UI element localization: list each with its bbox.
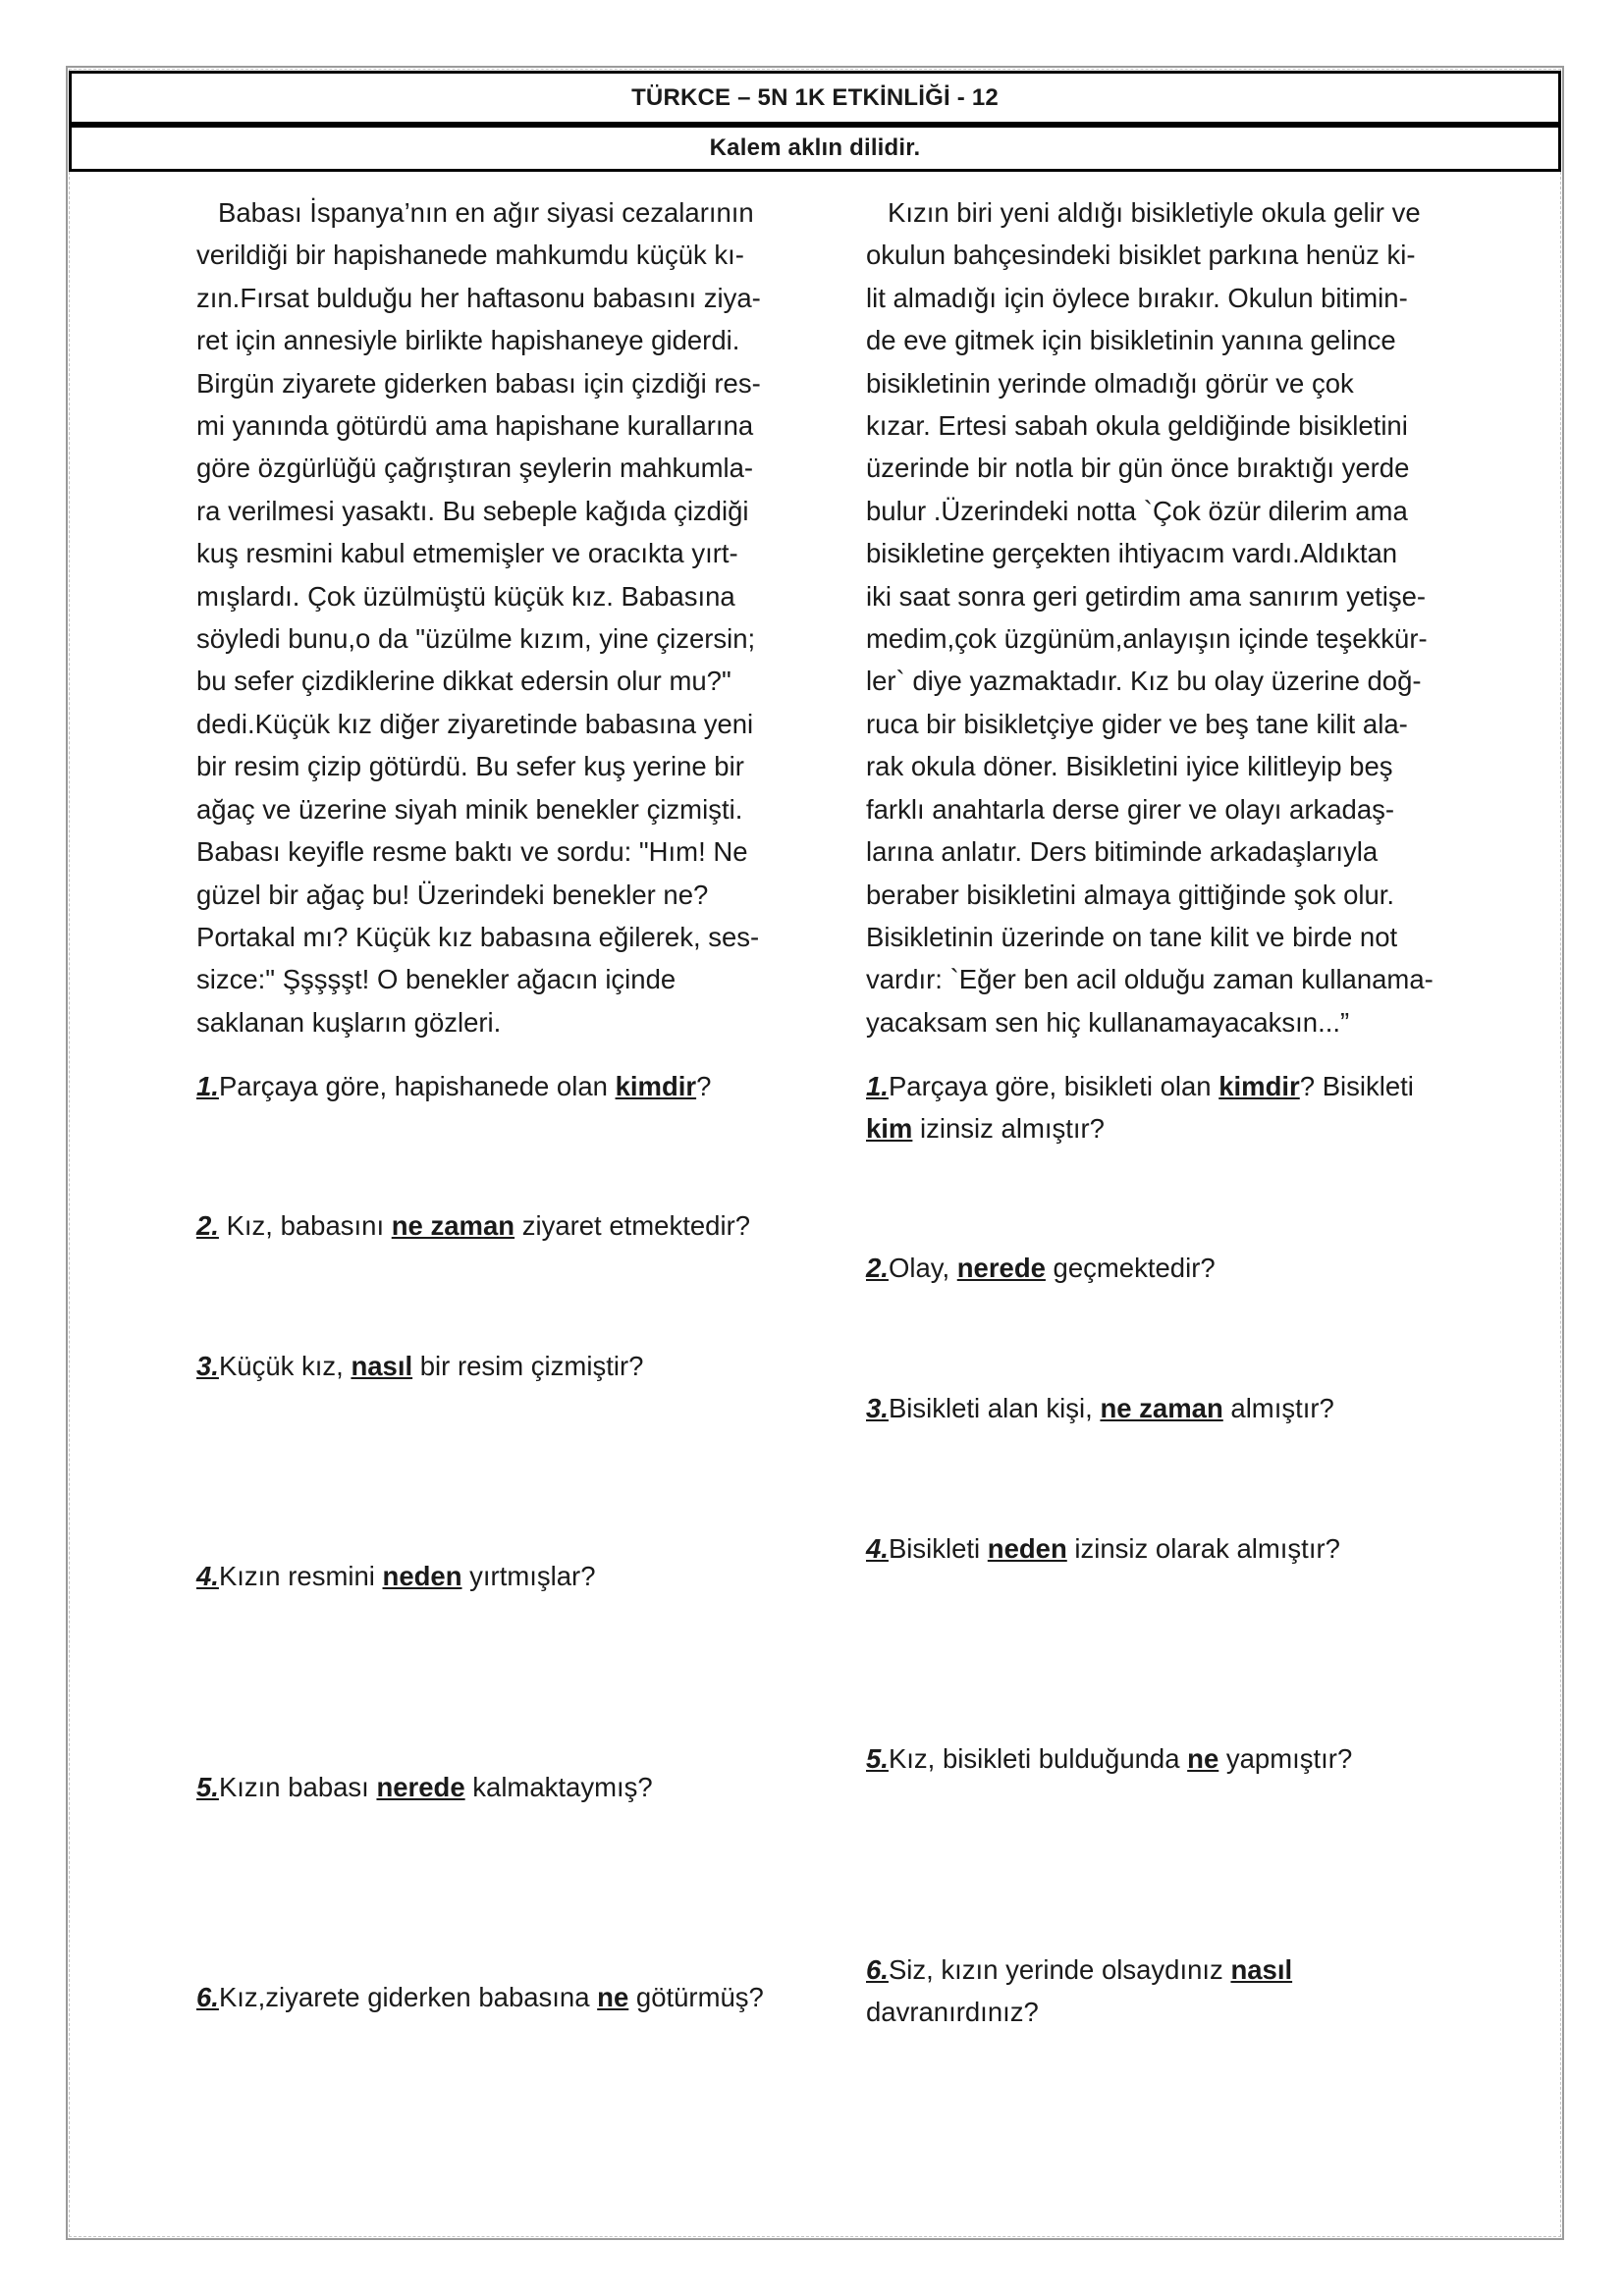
question-text: almıştır?	[1222, 1393, 1334, 1423]
question-number: 1.	[196, 1071, 219, 1101]
question-number: 5.	[866, 1743, 889, 1774]
question-text: izinsiz almıştır?	[912, 1113, 1105, 1145]
right-question-1	[866, 1065, 1475, 1150]
question-keyword: neden	[987, 1533, 1067, 1564]
question-text: Küçük kız,	[218, 1351, 352, 1381]
story-line: ruca bir bisikletçiye gider ve beş tane kilit ala-	[866, 708, 1408, 739]
story-line: vardır: `Eğer ben acil olduğu zaman kullanama-	[866, 964, 1434, 995]
story-line: larına anlatır. Ders bitiminde arkadaşlarıyla	[866, 836, 1379, 868]
question-text: kalmaktaymış?	[464, 1772, 653, 1802]
story-line: Babası keyifle resme baktı ve sordu: "Hım! Ne	[196, 836, 748, 868]
question-number: 2.	[866, 1253, 889, 1283]
question-text: ?	[696, 1071, 712, 1101]
question-keyword: ne zaman	[391, 1210, 515, 1241]
right-question-2	[866, 1247, 1475, 1289]
question-number: 4.	[866, 1533, 889, 1564]
story-line: zın.Fırsat bulduğu her haftasonu babasını ziya-	[196, 282, 761, 313]
story-line: Kızın biri yeni aldığı bisikletiyle okula gelir ve	[888, 197, 1421, 228]
question-number: 1.	[866, 1071, 889, 1101]
story-line: bisikletinin yerinde olmadığı görür ve çok	[866, 367, 1354, 399]
question-keyword: kimdir	[1218, 1071, 1300, 1101]
question-keyword: nerede	[376, 1772, 465, 1802]
question-text: Olay,	[888, 1253, 957, 1283]
left-question-2	[196, 1204, 805, 1247]
question-text: geçmektedir?	[1045, 1253, 1216, 1283]
story-line: Portakal mı? Küçük kız babasına eğilerek, ses-	[196, 921, 760, 952]
question-number: 4.	[196, 1561, 219, 1591]
question-keyword: nerede	[956, 1253, 1046, 1283]
right-column	[866, 191, 1455, 2028]
question-text: yırtmışlar?	[461, 1561, 596, 1591]
question-text: Kız,ziyarete giderken babasına	[218, 1982, 598, 2012]
question-number: 3.	[866, 1393, 889, 1423]
story-line: söyledi bunu,o da "üzülme kızım, yine çizersin;	[196, 623, 756, 655]
question-keyword: kimdir	[615, 1071, 697, 1101]
question-text: Parçaya göre, bisikleti olan	[888, 1071, 1219, 1101]
question-number: 6.	[196, 1982, 219, 2012]
right-question-3	[866, 1387, 1475, 1429]
story-line: ret için annesiyle birlikte hapishaneye giderdi.	[196, 325, 740, 356]
question-text: ziyaret etmektedir?	[514, 1210, 751, 1241]
question-keyword: nasıl	[1230, 1954, 1293, 1985]
question-text: yapmıştır?	[1218, 1743, 1353, 1774]
question-keyword: ne zaman	[1100, 1393, 1223, 1423]
right-story	[866, 191, 1455, 1043]
story-line: ler` diye yazmaktadır. Kız bu olay üzerine doğ-	[866, 666, 1422, 697]
story-line: lit almadığı için öylece bırakır. Okulun bitimin-	[866, 282, 1408, 313]
question-number: 5.	[196, 1772, 219, 1802]
worksheet-title-text: TÜRKCE – 5N 1K ETKİNLİĞİ - 12	[631, 83, 999, 111]
story-line: medim,çok üzgünüm,anlayışın içinde teşekkür-	[866, 623, 1428, 655]
question-text: Bisikleti alan kişi,	[888, 1393, 1101, 1423]
story-line: bu sefer çizdiklerine dikkat edersin olur mu?"	[196, 666, 731, 697]
story-line: kızar. Ertesi sabah okula geldiğinde bisikletini	[866, 410, 1408, 442]
story-line: saklanan kuşların gözleri.	[196, 1006, 502, 1038]
question-text: Kızın babası	[218, 1772, 377, 1802]
question-keyword: nasıl	[351, 1351, 413, 1381]
worksheet-motto	[69, 125, 1561, 172]
question-text: Kız, babasını	[218, 1210, 392, 1241]
question-text: davranırdınız?	[866, 1997, 1039, 2028]
story-line: farklı anahtarla derse girer ve olayı arkadaş-	[866, 793, 1395, 825]
story-line: Babası İspanya’nın en ağır siyasi cezalarının	[218, 197, 754, 228]
right-question-4	[866, 1527, 1475, 1570]
story-line: Bisikletinin üzerinde on tane kilit ve birde not	[866, 921, 1398, 952]
story-line: sizce:" Şşşşşt! O benekler ağacın içinde	[196, 964, 677, 995]
question-keyword: ne	[1187, 1743, 1219, 1774]
story-line: mışlardı. Çok üzülmüştü küçük kız. Babasına	[196, 580, 735, 612]
right-question-6	[866, 1949, 1475, 2034]
question-text: Bisikleti	[888, 1533, 988, 1564]
worksheet-title	[69, 71, 1561, 125]
story-line: üzerinde bir notla bir gün önce bıraktığı yerde	[866, 453, 1410, 484]
story-line: Birgün ziyarete giderken babası için çizdiği res-	[196, 367, 761, 399]
question-text: götürmüş?	[628, 1982, 764, 2012]
question-text: Siz, kızın yerinde olsaydınız	[888, 1954, 1231, 1985]
question-text: Kız, bisikleti bulduğunda	[888, 1743, 1188, 1774]
worksheet-motto-text: Kalem aklın dilidir.	[709, 134, 921, 161]
question-text: izinsiz olarak almıştır?	[1066, 1533, 1340, 1564]
story-line: bir resim çizip götürdü. Bu sefer kuş yerine bir	[196, 751, 744, 782]
story-line: bulur .Üzerindeki notta `Çok özür dilerim ama	[866, 495, 1408, 526]
question-number: 6.	[866, 1954, 889, 1985]
story-line: okulun bahçesindeki bisiklet parkına henüz ki-	[866, 240, 1416, 271]
story-line: rak okula döner. Bisikletini iyice kilitleyip beş	[866, 751, 1393, 782]
story-line: bisikletine gerçekten ihtiyacım vardı.Aldıktan	[866, 538, 1398, 569]
story-line: de eve gitmek için bisikletinin yanına gelince	[866, 325, 1396, 356]
story-line: yacaksam sen hiç kullanamayacaksın...”	[866, 1006, 1350, 1038]
question-text: Kızın resmini	[218, 1561, 383, 1591]
story-line: göre özgürlüğü çağrıştıran şeylerin mahkumla-	[196, 453, 754, 484]
story-line: güzel bir ağaç bu! Üzerindeki benekler ne?	[196, 879, 709, 910]
story-line: verildiği bir hapishanede mahkumdu küçük kı-	[196, 240, 744, 271]
question-keyword: ne	[597, 1982, 629, 2012]
question-text: bir resim çizmiştir?	[412, 1351, 644, 1381]
left-question-5	[196, 1766, 805, 1808]
story-line: mi yanında götürdü ama hapishane kurallarına	[196, 410, 754, 442]
story-line: beraber bisikletini almaya gittiğinde şok olur.	[866, 879, 1395, 910]
story-line: ra verilmesi yasaktı. Bu sebeple kağıda çizdiği	[196, 495, 749, 526]
left-question-6	[196, 1976, 805, 2018]
question-keyword: kim	[866, 1113, 913, 1145]
right-question-5	[866, 1737, 1475, 1780]
left-column	[196, 191, 785, 2012]
question-keyword: neden	[382, 1561, 462, 1591]
story-line: dedi.Küçük kız diğer ziyaretinde babasına yeni	[196, 708, 754, 739]
story-line: iki saat sonra geri getirdim ama sanırım yetişe-	[866, 580, 1427, 612]
left-question-1	[196, 1065, 805, 1107]
question-text: Parçaya göre, hapishanede olan	[218, 1071, 616, 1101]
question-number: 3.	[196, 1351, 219, 1381]
story-line: ağaç ve üzerine siyah minik benekler çizmişti.	[196, 793, 743, 825]
left-question-3	[196, 1345, 805, 1387]
left-question-4	[196, 1555, 805, 1597]
question-text: ? Bisikleti	[1299, 1071, 1414, 1101]
story-line: kuş resmini kabul etmemişler ve oracıkta yırt-	[196, 538, 738, 569]
question-number: 2.	[196, 1210, 219, 1241]
left-story	[196, 191, 785, 1043]
